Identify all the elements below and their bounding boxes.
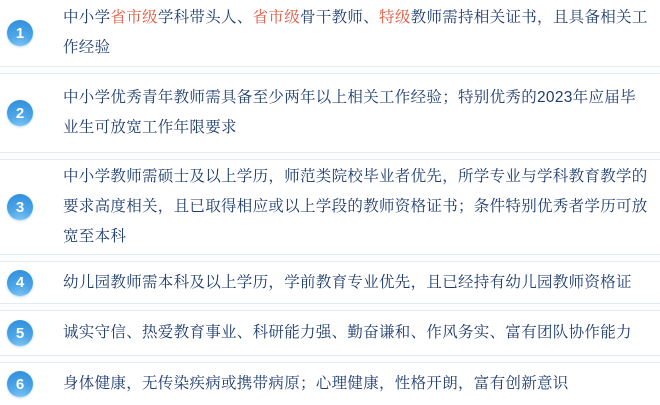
row-divider <box>0 152 660 160</box>
requirement-row-2 <box>0 74 660 152</box>
requirement-text <box>63 83 660 143</box>
item-number-badge: 4 <box>7 270 33 296</box>
requirement-text <box>63 162 660 252</box>
item-number-badge: 6 <box>7 371 33 397</box>
badge-column <box>0 320 63 346</box>
requirement-row-3 <box>0 160 660 254</box>
highlight-segment: 省市级 <box>110 9 158 26</box>
item-number-badge: 5 <box>7 320 33 346</box>
text-segment: 学科带头人、 <box>157 9 253 26</box>
requirement-text <box>63 369 660 399</box>
highlight-segment: 特级 <box>379 9 411 26</box>
badge-column <box>0 194 63 220</box>
requirement-row-1 <box>0 0 660 66</box>
row-divider <box>0 303 660 311</box>
requirement-text <box>63 268 660 298</box>
badge-column <box>0 270 63 296</box>
requirement-row-4 <box>0 262 660 303</box>
badge-column <box>0 100 63 126</box>
row-divider <box>0 66 660 74</box>
text-segment: 中小学优秀青年教师需具备至少两年以上相关工作经验；特别优秀的2023年应届毕业生可放宽工作年限要求 <box>63 89 636 136</box>
highlight-segment: 省市级 <box>252 9 301 26</box>
requirement-text <box>63 318 660 348</box>
text-segment: 身体健康，无传染疾病或携带病原；心理健康，性格开朗，富有创新意识 <box>63 375 569 392</box>
text-segment: 中小学教师需硕士及以上学历，师范类院校毕业者优先，所学专业与学科教育教学的要求高度相关，且已取得相应或以上学段的教师资格证书；条件特别优秀者学历可放宽至本科 <box>63 168 648 245</box>
requirement-row-5 <box>0 311 660 355</box>
item-number-badge: 3 <box>7 194 33 220</box>
row-divider <box>0 254 660 262</box>
row-divider <box>0 355 660 363</box>
badge-column <box>0 371 63 397</box>
text-segment: 中小学 <box>63 9 111 26</box>
requirement-text <box>63 3 660 63</box>
requirement-row-6 <box>0 363 660 405</box>
item-number-badge: 1 <box>7 20 33 46</box>
item-number-badge: 2 <box>7 100 33 126</box>
text-segment: 诚实守信、热爱教育事业、科研能力强、勤奋谦和、作风务实、富有团队协作能力 <box>63 324 632 341</box>
text-segment: 幼儿园教师需本科及以上学历，学前教育专业优先，且已经持有幼儿园教师资格证 <box>63 273 632 291</box>
text-segment: 骨干教师、 <box>300 9 380 26</box>
badge-column <box>0 20 63 46</box>
text-segment: 教师需持相关证书，且具备相关工作经验 <box>63 9 648 56</box>
